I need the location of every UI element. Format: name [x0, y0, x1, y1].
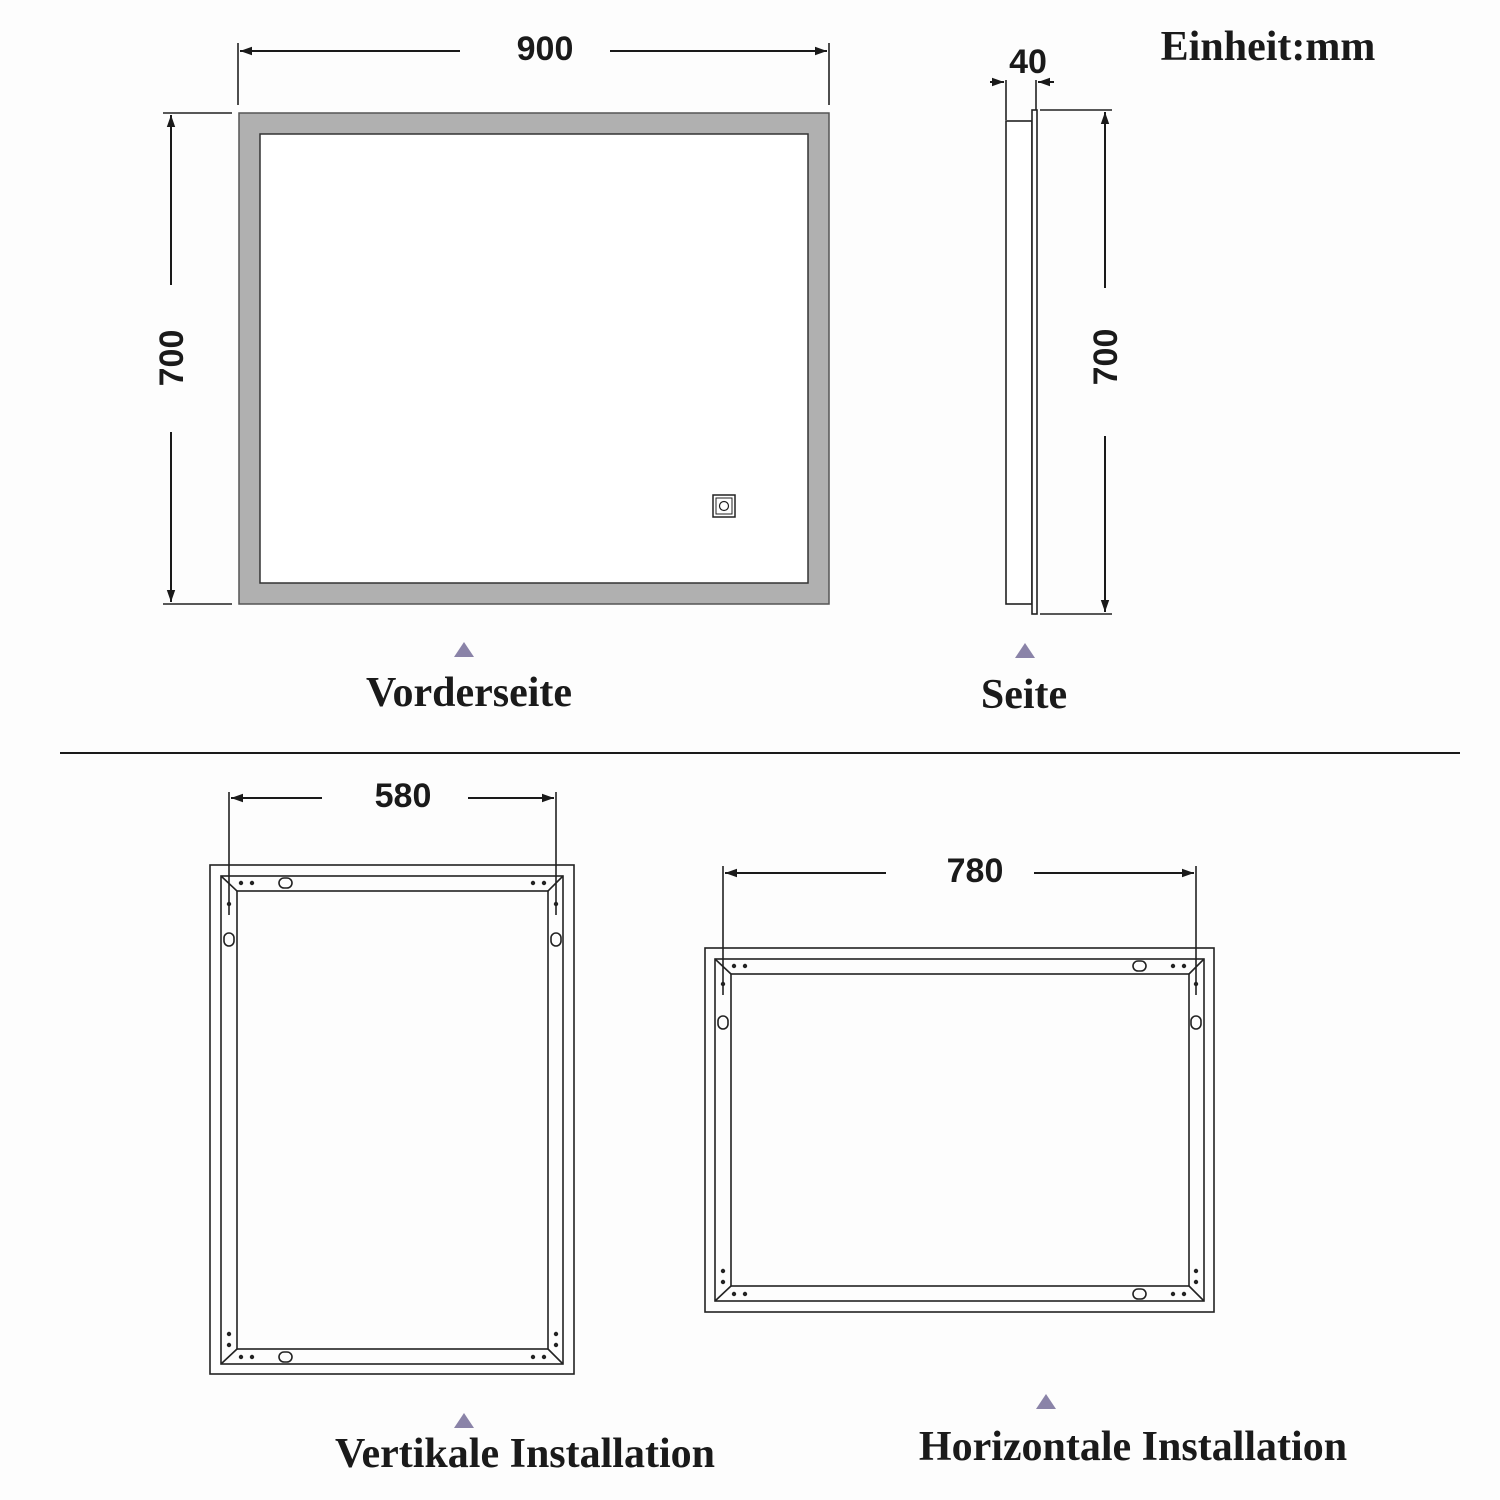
- side-depth-label: 40: [1009, 43, 1047, 81]
- touch-switch-icon: [713, 495, 735, 517]
- side-caption-marker: [1015, 643, 1035, 658]
- vertical-screw-holes: [227, 881, 558, 1359]
- horizontal-screw-holes: [721, 964, 1198, 1296]
- vertical-back-frame-inner: [237, 891, 548, 1349]
- side-caption: Seite: [980, 672, 1068, 718]
- vertical-mirror-outline: [210, 865, 574, 1374]
- front-caption-marker: [454, 642, 474, 657]
- horizontal-back-frame-inner: [731, 974, 1189, 1286]
- horizontal-corner-miter: [1189, 1286, 1204, 1301]
- horizontal-caption-marker: [1036, 1394, 1056, 1409]
- horizontal-installation-view: [705, 852, 1347, 1470]
- front-height-label: 700: [153, 329, 191, 387]
- side-view: [981, 43, 1125, 718]
- vertical-corner-miter: [548, 1349, 563, 1364]
- horizontal-corner-miter: [715, 1286, 731, 1301]
- horizontal-mirror-outline: [705, 948, 1214, 1312]
- vertical-installation-view: [210, 777, 715, 1477]
- unit-label: Einheit:mm: [1160, 24, 1376, 70]
- vertical-corner-miter: [221, 1349, 237, 1364]
- side-profile-glass: [1032, 110, 1037, 614]
- horizontal-spacing-label: 780: [946, 852, 1004, 890]
- horizontal-keyhole-hangers: [718, 961, 1201, 1299]
- front-caption: Vorderseite: [365, 670, 573, 716]
- vertical-caption: Vertikale Installation: [335, 1431, 715, 1477]
- vertical-back-frame-outer: [221, 876, 563, 1364]
- front-view: [153, 30, 829, 716]
- horizontal-caption: Horizontale Installation: [918, 1424, 1348, 1470]
- side-height-label: 700: [1087, 328, 1125, 386]
- horizontal-back-frame-outer: [715, 959, 1204, 1301]
- front-width-label: 900: [516, 30, 574, 68]
- vertical-spacing-label: 580: [374, 777, 432, 815]
- vertical-caption-marker: [454, 1413, 474, 1428]
- side-profile-body: [1006, 121, 1032, 604]
- vertical-keyhole-hangers: [224, 878, 561, 1362]
